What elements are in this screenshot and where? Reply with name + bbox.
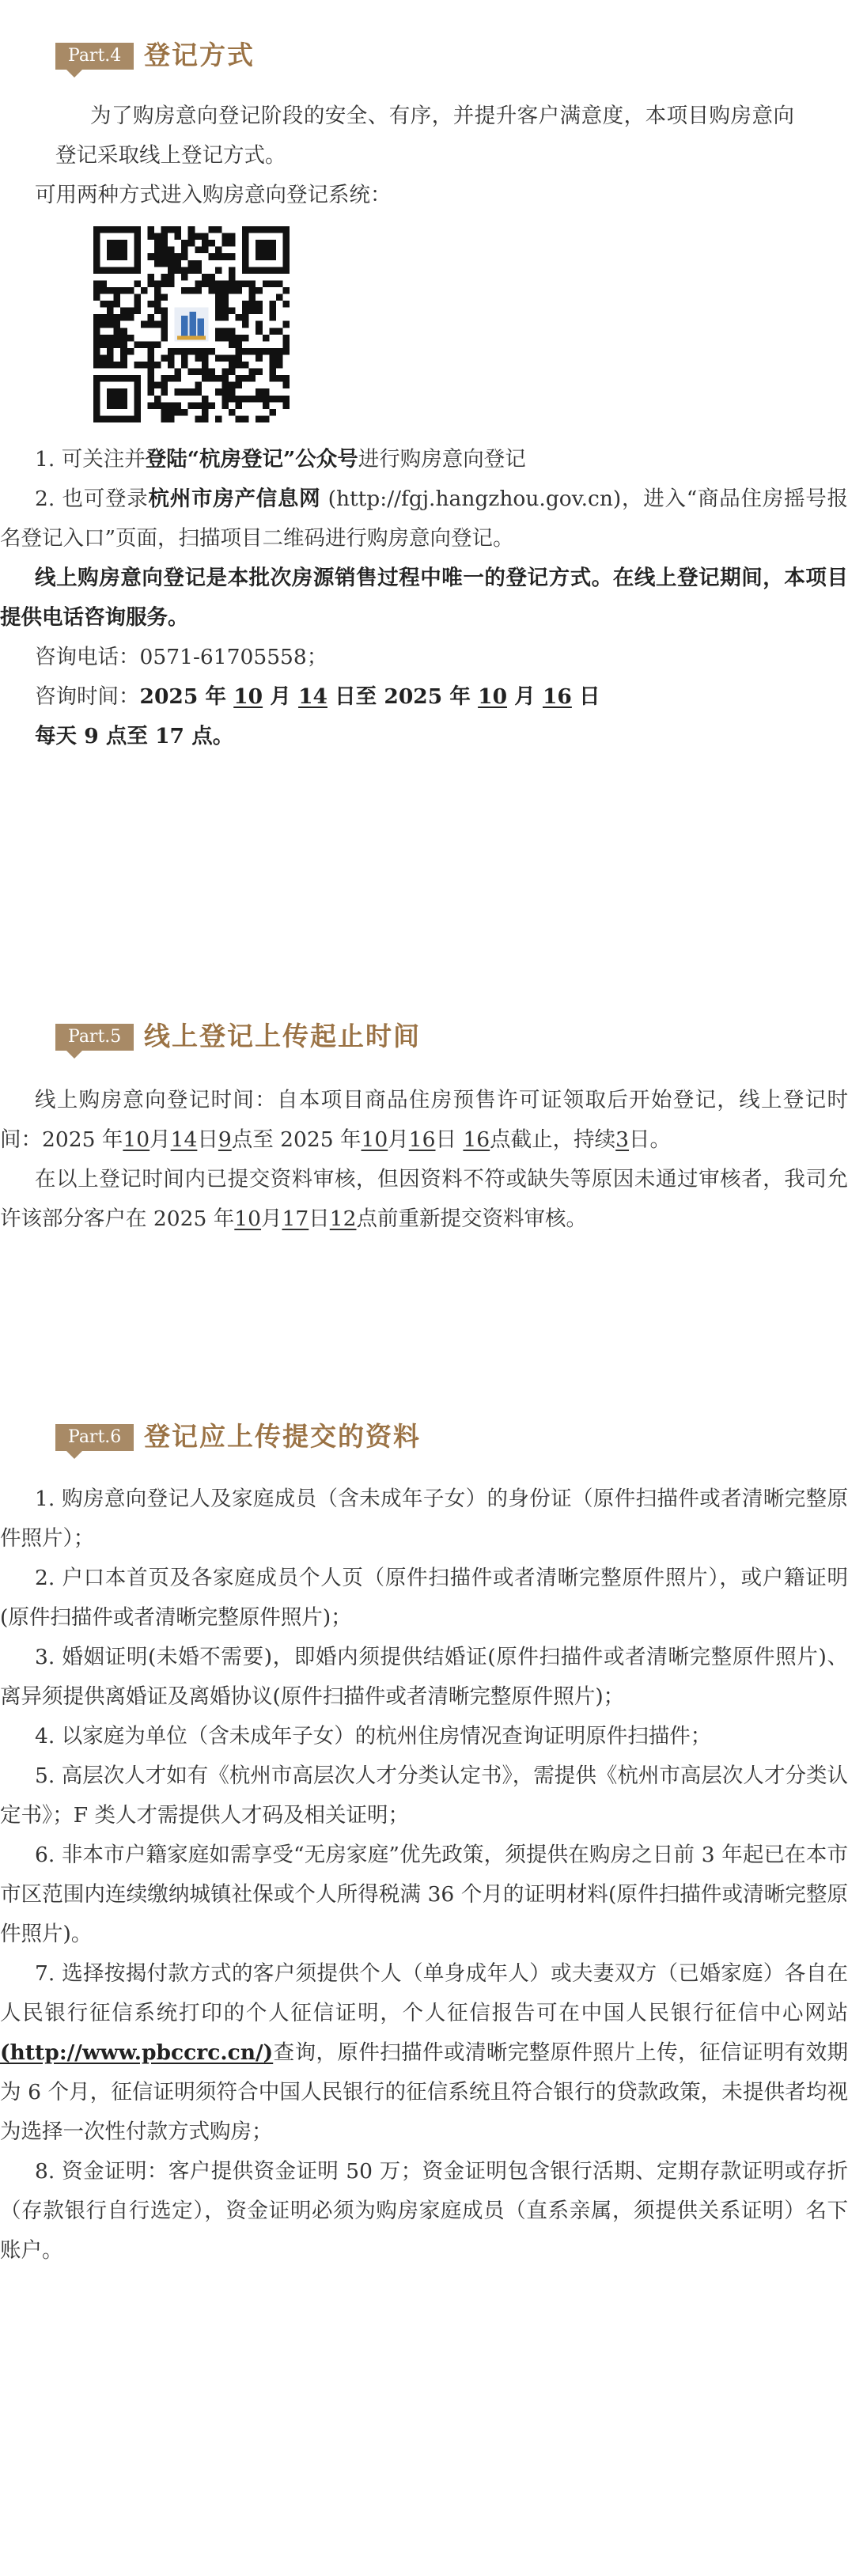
item-bold: 杭州市房产信息网 xyxy=(148,487,321,511)
phone-number: 0571-61705558； xyxy=(139,645,328,669)
daily-hours: 每天 9 点至 17 点。 xyxy=(35,724,234,748)
time-label: 咨询时间： xyxy=(35,684,140,709)
hour: 16 xyxy=(463,1127,490,1152)
notice-paragraph xyxy=(0,559,848,638)
day: 16 xyxy=(408,1127,436,1152)
day: 14 xyxy=(298,684,327,709)
resubmit-paragraph: 在以上登记时间内已提交资料审核，但因资料不符或缺失等原因未通过审核者，我司允许该部分客户在 2025 年10月17日12点前重新提交资料审核。 xyxy=(0,1167,848,1231)
month: 10 xyxy=(123,1127,150,1152)
text: 在以上登记时间内已提交资料审核，但因资料不符或缺失等原因未通过审核者，我司允许该部分客户在 2025 年 xyxy=(0,1167,848,1231)
method-item-1 xyxy=(0,440,848,479)
item-text: 1. 可关注并 xyxy=(35,447,146,472)
item-bold: 登陆“杭房登记”公众号 xyxy=(145,447,358,472)
section-header xyxy=(55,1013,848,1057)
item-text: 进行购房意向登记 xyxy=(358,447,526,472)
text: 线上购房意向登记时间：自本项目商品住房预售许可证领取后开始登记，线上登记时间：2025 年 xyxy=(0,1088,848,1152)
list-item: 4. 以家庭为单位（含未成年子女）的杭州住房情况查询证明原件扫描件； xyxy=(35,1724,712,1748)
intro-paragraph: 为了购房意向登记阶段的安全、有序，并提升客户满意度，本项目购房意向登记采取线上登记方式。 xyxy=(55,104,794,168)
year: 2025 xyxy=(384,684,443,709)
day: 17 xyxy=(282,1207,309,1231)
phone-label: 咨询电话： xyxy=(35,645,140,669)
month: 10 xyxy=(234,1207,262,1231)
day: 16 xyxy=(542,684,572,709)
section-part5 xyxy=(0,1013,848,1239)
section-title: 登记应上传提交的资料 xyxy=(144,1421,421,1452)
method-item-2 xyxy=(0,479,848,559)
item-text: (http://fgj.hangzhou.gov.cn)，进入“商品住房摇号报名登记入口”页面，扫描项目二维码进行购房意向登记。 xyxy=(0,487,848,551)
part-badge: Part.5 xyxy=(55,1024,134,1051)
list-item xyxy=(0,1954,848,2152)
section-title: 线上登记上传起止时间 xyxy=(144,1021,421,1051)
time-paragraph: 线上购房意向登记时间：自本项目商品住房预售许可证领取后开始登记，线上登记时间：2025 年10月14日9点至 2025 年10月16日 16点截止，持续3日。 xyxy=(0,1088,848,1152)
item-text: 2. 也可登录 xyxy=(35,487,149,511)
part-badge: Part.4 xyxy=(55,43,134,70)
list-item: 6. 非本市户籍家庭如需享受“无房家庭”优先政策，须提供在购房之日前 3 年起已在本市市区范围内连续缴纳城镇社保或个人所得税满 36 个月的证明材料(原件扫描件或清晰完整原件照片)。 xyxy=(0,1843,848,1946)
text: 查询，原件扫描件或清晰完整原件照片上传，征信证明有效期为 6 个月，征信证明须符合中国人民银行的征信系统且符合银行的贷款政策，未提供者均视为选择一次性付款方式购房； xyxy=(0,2040,848,2144)
qr-code-icon xyxy=(93,226,290,422)
phone-line xyxy=(0,638,848,677)
list-item: 5. 高层次人才如有《杭州市高层次人才分类认定书》，需提供《杭州市高层次人才分类认定书》；F 类人才需提供人才码及相关证明； xyxy=(0,1763,848,1828)
section-header xyxy=(55,1413,848,1457)
section-header xyxy=(55,32,848,76)
intro-paragraph-2: 可用两种方式进入购房意向登记系统： xyxy=(35,183,392,207)
list-item: 1. 购房意向登记人及家庭成员（含未成年子女）的身份证（原件扫描件或者清晰完整原件照片）； xyxy=(0,1487,848,1551)
duration: 3 xyxy=(615,1127,630,1152)
hour: 9 xyxy=(218,1127,232,1152)
section-part4 xyxy=(0,32,848,756)
time-daily xyxy=(0,717,848,756)
month: 10 xyxy=(478,684,508,709)
pbccrc-link[interactable]: (http://www.pbccrc.cn/) xyxy=(0,2040,274,2065)
section-title: 登记方式 xyxy=(144,40,255,70)
list-item: 8. 资金证明：客户提供资金证明 50 万；资金证明包含银行活期、定期存款证明或存折（存款银行自行选定），资金证明必须为购房家庭成员（直系亲属，须提供关系证明）名下账户。 xyxy=(0,2159,848,2263)
year: 2025 xyxy=(139,684,199,709)
month: 10 xyxy=(233,684,263,709)
part-badge: Part.6 xyxy=(55,1424,134,1451)
text: 7. 选择按揭付款方式的客户须提供个人（单身成年人）或夫妻双方（已婚家庭）各自在人民银行征信系统打印的个人征信证明，个人征信报告可在中国人民银行征信中心网站 xyxy=(0,1961,848,2025)
section-part6 xyxy=(0,1413,848,2271)
list-item: 2. 户口本首页及各家庭成员个人页（原件扫描件或者清晰完整原件照片），或户籍证明(原件扫描件或者清晰完整原件照片)； xyxy=(0,1566,848,1630)
day: 14 xyxy=(170,1127,198,1152)
text: 2025 年 xyxy=(280,1127,362,1152)
text: 点前重新提交资料审核。 xyxy=(356,1207,587,1231)
month: 10 xyxy=(361,1127,388,1152)
list-item: 3. 婚姻证明(未婚不需要)，即婚内须提供结婚证(原件扫描件或者清晰完整原件照片)、离异须提供离婚证及离婚协议(原件扫描件或者清晰完整原件照片)； xyxy=(0,1645,848,1709)
notice-text: 线上购房意向登记是本批次房源销售过程中唯一的登记方式。在线上登记期间，本项目提供电话咨询服务。 xyxy=(0,566,848,630)
hour: 12 xyxy=(329,1207,357,1231)
time-line: 咨询时间：2025 年 10 月 14 日至 2025 年 10 月 16 日 xyxy=(35,684,600,709)
